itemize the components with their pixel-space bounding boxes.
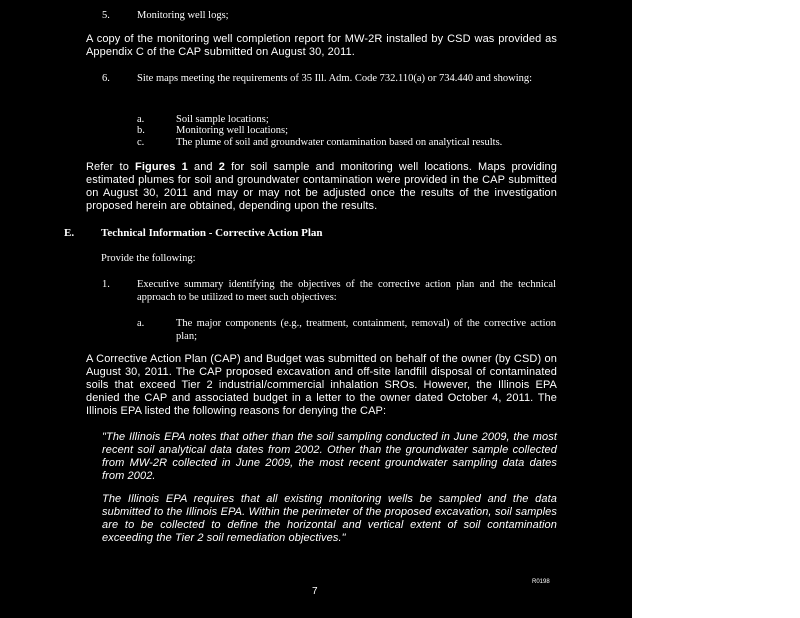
item-6-sub-a-letter: a. [137,114,145,125]
item-1-sub-a-letter: a. [137,318,145,329]
quote-paragraph-1: "The Illinois EPA notes that other than the soil sampling conducted in June 2009, the most recent soil analytical data dates from 2002. Other than the groundwater sample collected from MW-2R collected in June 2009, the most recent groundwater sampling data dates from 2002. [102,431,557,482]
item-6-sub-a-text: Soil sample locations; [176,114,269,125]
figures-post: for soil sample and monitoring well locations. Maps providing estimated plumes for soil and groundwater contamination were provided in the CAP submitted on August 30, 2011 and may or may not be adjusted once the results of the investigation proposed herein are obtained, depending upon the results. [86,161,557,212]
quote-paragraph-2: The Illinois EPA requires that all existing monitoring wells be sampled and the data submitted to the Illinois EPA. Within the perimeter of the proposed excavation, soil samples are to be collected to define the horizontal and vertical extent of soil contamination exceeding the Tier 2 soil remediation objectives." [102,493,557,544]
bates-stamp: R0198 [532,579,550,585]
figures-ref-1: Figures 1 [135,161,188,173]
item-6-text: Site maps meeting the requirements of 35 Ill. Adm. Code 732.110(a) or 734.440 and showing: [137,73,533,84]
section-e-title: Technical Information - Corrective Action Plan [101,227,323,239]
figures-ref-2: 2 [218,161,225,173]
figures-mid: and [187,161,219,173]
item-6-sub-b-text: Monitoring well locations; [176,125,288,136]
item-6-sub-c-text: The plume of soil and groundwater contamination based on analytical results. [176,137,503,148]
figures-pre: Refer to [86,161,136,173]
item-5-text: Monitoring well logs; [137,10,229,21]
paragraph-figures [86,161,557,213]
item-6-number: 6. [102,73,110,84]
item-1-sub-a-text: The major components (e.g., treatment, containment, removal) of the corrective action plan; [176,318,556,342]
paragraph-cap-denial: A Corrective Action Plan (CAP) and Budget was submitted on behalf of the owner (by CSD) on August 30, 2011. The CAP proposed excavation and off-site landfill disposal of contaminated soils that exceed Tier 2 industrial/commercial inhalation SROs. However, the Illinois EPA denied the CAP and associated budget in a letter to the owner dated October 4, 2011. The Illinois EPA listed the following reasons for denying the CAP: [86,353,557,417]
item-1-text: Executive summary identifying the objectives of the corrective action plan and the technical approach to be utilized to meet such objectives: [137,279,556,303]
paragraph-mw2r-report: A copy of the monitoring well completion report for MW-2R installed by CSD was provided as Appendix C of the CAP submitted on August 30, 2011. [86,33,557,58]
provide-following: Provide the following: [101,253,196,264]
item-5-number: 5. [102,10,110,21]
page-number: 7 [312,586,318,597]
item-6-sub-b-letter: b. [137,125,145,136]
item-1-number: 1. [102,279,110,290]
section-e-letter: E. [64,227,75,239]
item-6-sub-c-letter: c. [137,137,145,148]
